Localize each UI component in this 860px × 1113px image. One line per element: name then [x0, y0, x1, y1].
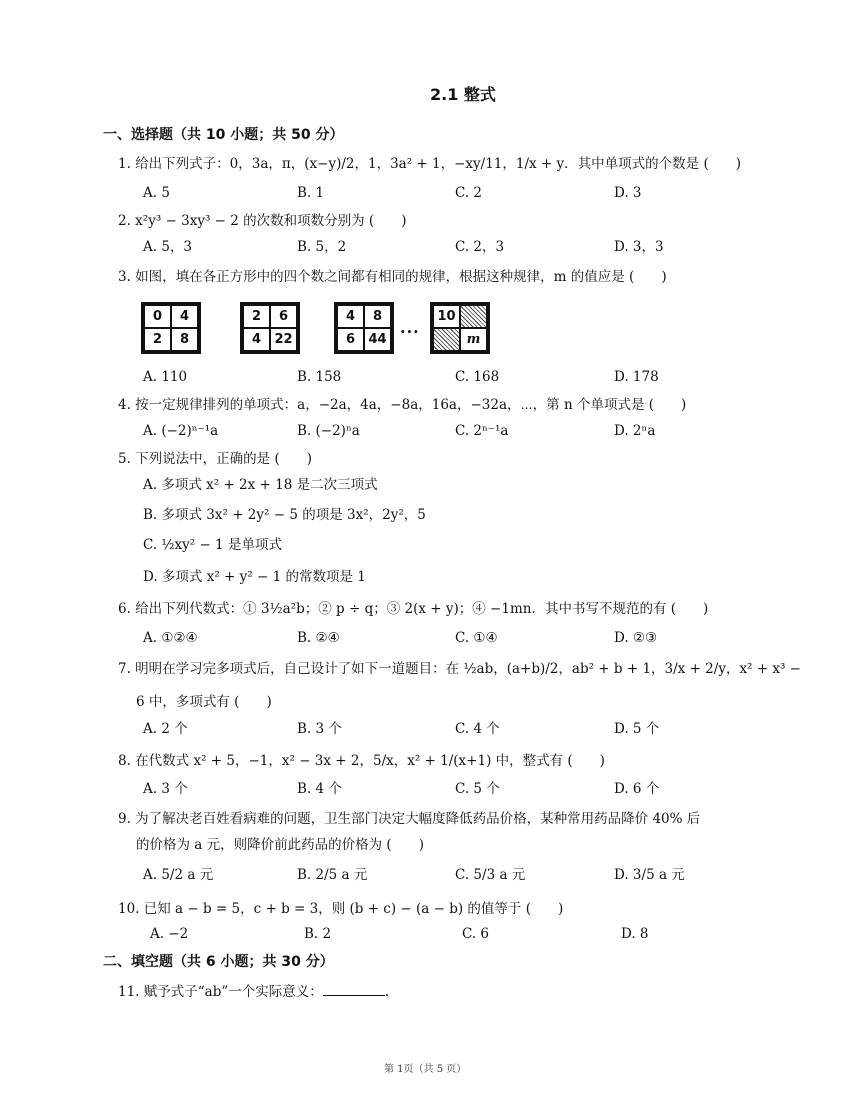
question-8-option-a: A. 3 个 [143, 781, 188, 797]
question-1-option-b: B. 1 [297, 185, 325, 201]
question-5-option-d: D. 多项式 x² + y² − 1 的常数项是 1 [143, 569, 366, 585]
question-9-option-a: A. 5/2 a 元 [143, 867, 214, 883]
question-7-option-c: C. 4 个 [455, 721, 500, 737]
question-6-option-d: D. ②③ [614, 630, 658, 646]
question-10-option-c: C. 6 [462, 926, 490, 942]
figure-square-3-bottom-left: 6 [337, 328, 364, 351]
question-4-option-c: C. 2ⁿ⁻¹a [455, 423, 509, 439]
figure-square-2-bottom-right: 22 [270, 328, 297, 351]
question-6-option-c: C. ①④ [455, 630, 498, 646]
question-11-stem: 11. 赋予式子“ab”一个实际意义： [118, 984, 323, 1000]
question-9-option-d: D. 3/5 a 元 [614, 867, 685, 883]
figure-square-1 [141, 302, 201, 354]
question-5-option-c: C. ½xy² − 1 是单项式 [143, 537, 282, 553]
question-5-stem: 5. 下列说法中，正确的是 ( ) [118, 451, 312, 467]
question-10-option-b: B. 2 [304, 926, 332, 942]
question-2-stem: 2. x²y³ − 3xy³ − 2 的次数和项数分别为 ( ) [118, 213, 407, 229]
question-4-option-b: B. (−2)ⁿa [297, 423, 360, 439]
question-9-stem: 9. 为了解决老百姓看病难的问题，卫生部门决定大幅度降低药品价格，某种常用药品降价 40% 后 [118, 811, 701, 827]
figure-square-3-top-right: 8 [364, 305, 391, 328]
question-7-stem-line-2: 6 中，多项式有 ( ) [136, 694, 272, 710]
question-2-option-d: D. 3，3 [614, 239, 664, 255]
figure-square-3 [334, 302, 394, 354]
figure-square-1-bottom-right: 8 [171, 328, 198, 351]
question-2-option-a: A. 5，3 [143, 239, 193, 255]
question-10-option-d: D. 8 [621, 926, 649, 942]
question-10-stem: 10. 已知 a − b = 5，c + b = 3，则 (b + c) − (a − b) 的值等于 ( ) [118, 901, 564, 917]
question-8-option-b: B. 4 个 [297, 781, 342, 797]
question-4-option-d: D. 2ⁿa [614, 423, 656, 439]
figure-square-4-top-left: 10 [433, 305, 460, 328]
question-1-option-a: A. 5 [143, 185, 170, 201]
question-5-option-a: A. 多项式 x² + 2x + 18 是二次三项式 [143, 477, 378, 493]
figure-square-1-top-left: 0 [144, 305, 171, 328]
page-title: 2.1 整式 [430, 85, 496, 104]
question-7-stem: 7. 明明在学习完多项式后，自己设计了如下一道题目：在 ½ab，(a+b)/2，ab² + b + 1，3/x + 2/y，x² + x³ − [118, 661, 801, 677]
question-2-option-c: C. 2，3 [455, 239, 505, 255]
figure-ellipsis: ··· [400, 322, 420, 341]
question-3-option-b: B. 158 [297, 369, 342, 385]
question-8-option-c: C. 5 个 [455, 781, 500, 797]
question-1-option-c: C. 2 [455, 185, 483, 201]
question-11-tail: . [384, 984, 390, 1000]
question-5-option-b: B. 多项式 3x² + 2y² − 5 的项是 3x²，2y²，5 [143, 507, 426, 523]
figure-square-1-bottom-left: 2 [144, 328, 171, 351]
answer-blank[interactable] [323, 982, 385, 996]
question-8-option-d: D. 6 个 [614, 781, 660, 797]
question-4-option-a: A. (−2)ⁿ⁻¹a [143, 423, 219, 439]
figure-square-4 [430, 302, 490, 354]
question-8-stem: 8. 在代数式 x² + 5，−1，x² − 3x + 2，5/x，x² + 1/(x+1) 中，整式有 ( ) [118, 753, 605, 769]
question-6-option-a: A. ①②④ [143, 630, 198, 646]
question-6-stem: 6. 给出下列代数式：① 3½a²b；② p ÷ q；③ 2(x + y)；④ −1mn．其中书写不规范的有 ( ) [118, 601, 709, 617]
figure-square-4-bottom-right: m [460, 328, 487, 351]
question-11 [118, 982, 389, 1001]
question-7-option-b: B. 3 个 [297, 721, 342, 737]
question-4-stem: 4. 按一定规律排列的单项式：a，−2a，4a，−8a，16a，−32a，⋯，第 n 个单项式是 ( ) [118, 397, 687, 413]
figure-square-2-bottom-left: 4 [243, 328, 270, 351]
question-9-option-b: B. 2/5 a 元 [297, 867, 368, 883]
question-1-stem: 1. 给出下列式子：0，3a，π，(x−y)/2，1，3a² + 1，−xy/11，1/x + y．其中单项式的个数是 ( ) [118, 156, 741, 172]
question-9-option-c: C. 5/3 a 元 [455, 867, 526, 883]
figure-square-1-top-right: 4 [171, 305, 198, 328]
section-heading-choice: 一、选择题（共 10 小题；共 50 分） [103, 127, 344, 143]
section-heading-fill-in: 二、填空题（共 6 小题；共 30 分） [103, 954, 334, 970]
question-7-option-d: D. 5 个 [614, 721, 660, 737]
question-6-option-b: B. ②④ [297, 630, 340, 646]
question-7-option-a: A. 2 个 [143, 721, 188, 737]
question-9-stem-line-2: 的价格为 a 元，则降价前此药品的价格为 ( ) [136, 837, 424, 853]
page-footer: 第 1页（共 5 页） [384, 1064, 467, 1075]
figure-square-3-top-left: 4 [337, 305, 364, 328]
question-1-option-d: D. 3 [614, 185, 642, 201]
figure-square-2 [240, 302, 300, 354]
question-2-option-b: B. 5，2 [297, 239, 347, 255]
figure-square-4-hatched-top-right [460, 305, 487, 328]
question-3-stem: 3. 如图，填在各正方形中的四个数之间都有相同的规律，根据这种规律，m 的值应是 ( ) [118, 269, 667, 285]
question-3-option-a: A. 110 [143, 369, 188, 385]
figure-square-4-hatched-bottom-left [433, 328, 460, 351]
question-3-option-c: C. 168 [455, 369, 500, 385]
figure-square-3-bottom-right: 44 [364, 328, 391, 351]
figure-square-2-top-left: 2 [243, 305, 270, 328]
question-3-option-d: D. 178 [614, 369, 659, 385]
question-10-option-a: A. −2 [150, 926, 189, 942]
figure-square-2-top-right: 6 [270, 305, 297, 328]
